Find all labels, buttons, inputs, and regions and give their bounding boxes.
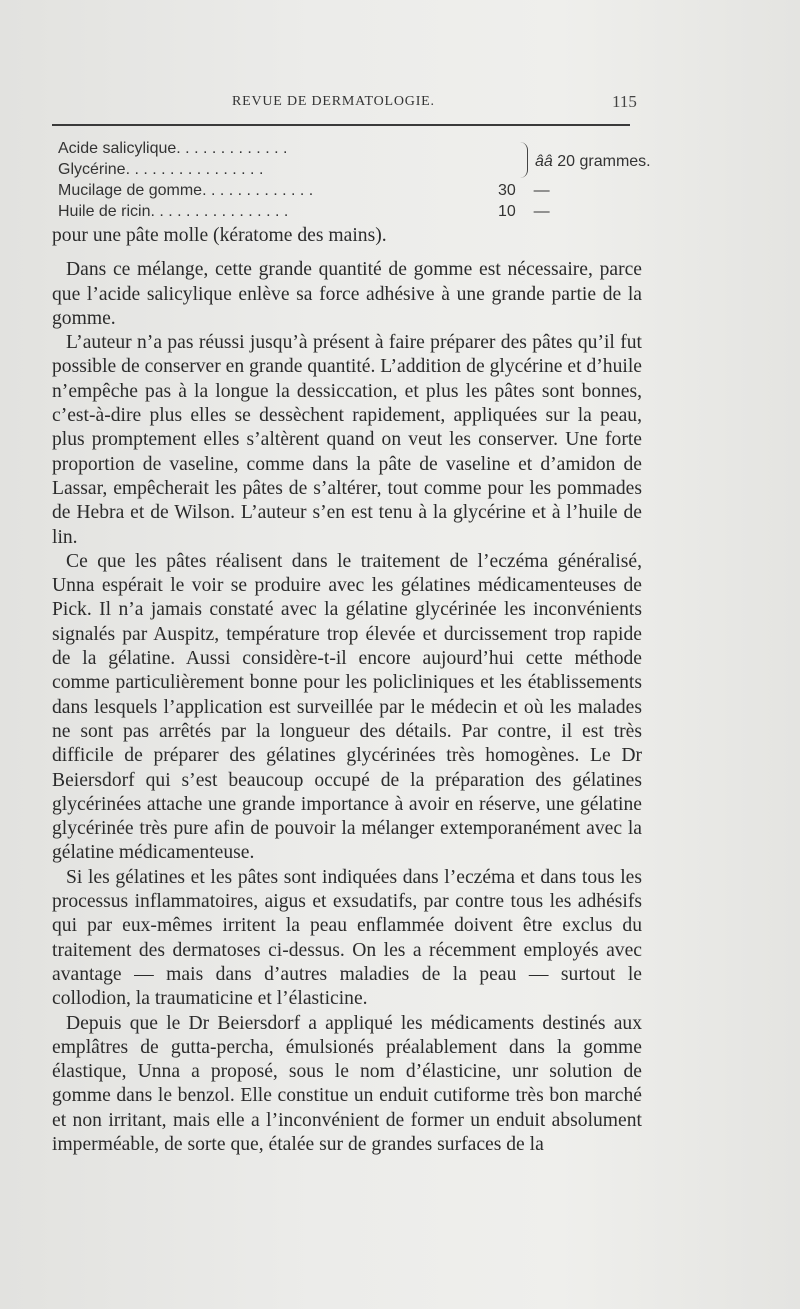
ingredient-quantity: 10 — (498, 203, 550, 220)
brace-label-amount: 20 grammes. (552, 153, 651, 170)
brace-icon (517, 142, 528, 178)
leader-dots: . . . . . . . . . . . . . . . . (125, 161, 264, 178)
ingredient-name: Mucilage de gomme (58, 182, 203, 199)
page-number: 115 (612, 92, 637, 111)
ingredient-name: Huile de ricin (58, 203, 151, 220)
journal-title: REVUE DE DERMATOLOGIE. (232, 94, 435, 109)
header-rule (52, 124, 630, 126)
leader-dots: . . . . . . . . . . . . . . . . (150, 203, 289, 220)
leader-dots: . . . . . . . . . . . . . (176, 140, 288, 157)
paragraph: L’auteur n’a pas réussi jusqu’à présent à faire préparer des pâtes qu’il fut possible de conserver en grande quantité. L’addition de glycérine et d’huile n’empêche pas à la longue la dessiccation, et plus les pâtes sont bonnes, c’est-à-dire plus elles se dessèchent rapidement, appliquées sur la peau, plus promptement elles s’altèrent quand on veut les conserver. Une forte proportion de vaseline, comme dans la pâte de vaseline et d’amidon de Lassar, empêcherait les pâtes de s’altérer, tout comme pour les pommades de Hebra et de Wilson. L’auteur s’en est tenu à la glycérine et à l’huile de lin. (52, 332, 642, 548)
brace-quantity (535, 153, 651, 171)
recipe-row (58, 203, 638, 224)
ingredient-name: Glycérine (58, 161, 126, 178)
running-header (0, 94, 800, 114)
paragraph: pour une pâte molle (kératome des mains). (52, 225, 387, 246)
leader-dots: . . . . . . . . . . . . . (202, 182, 314, 199)
paragraph: Ce que les pâtes réalisent dans le traitement de l’eczéma généralisé, Unna espérait le voir se produire avec les gélatines médicamenteuses de Pick. Il n’a jamais constaté avec la gélatine glycérinée les inconvénients signalés par Auspitz, température trop élevée et durcissement trop rapide de la gélatine. Aussi considère-t-il encore aujourd’hui cette méthode comme particulièrement bonne pour les policliniques et les établissements dans lesquels l’application est surveillée par le médecin et où les malades ne sont pas arrêtés par la longueur des détails. Par contre, il est très difficile de préparer des gélatines glycérinées très homogènes. Le Dr Beiersdorf qui s’est beaucoup occupé de la préparation des gélatines glycérinées attache une grande importance à avoir en réserve, une gélatine glycérinée très pure afin de pouvoir la mélanger extemporanément avec la gélatine médicamenteuse. (52, 550, 642, 864)
paragraph: Dans ce mélange, cette grande quantité de gomme est nécessaire, parce que l’acide salicylique enlève sa force adhésive à une grande partie de la gomme. (52, 259, 642, 329)
recipe-table (58, 140, 651, 224)
ingredient-name: Acide salicylique (58, 140, 177, 157)
body-text (52, 224, 642, 1157)
paragraph: Depuis que le Dr Beiersdorf a appliqué les médicaments destinés aux emplâtres de gutta-percha, émulsionés préalablement dans la gomme élastique, Unna a proposé, sous le nom d’élasticine, unr solution de gomme dans le benzol. Elle constitue un enduit cutiforme très bon marché et non irritant, mais elle a l’inconvénient de former un enduit absolument imperméable, de sorte que, étalée sur de grandes surfaces de la (52, 1012, 642, 1155)
ingredient-quantity: 30 — (498, 182, 550, 199)
paragraph: Si les gélatines et les pâtes sont indiquées dans l’eczéma et dans tous les processus inflammatoires, aigus et exsudatifs, par contre tous les adhésifs qui par eux-mêmes irritent la peau enflammée doivent être exclus du traitement des dermatoses ci-dessus. On les a récemment employés avec avantage — mais dans d’autres maladies de la peau — surtout le collodion, la traumaticine et l’élasticine. (52, 866, 642, 1010)
recipe-row (58, 182, 638, 203)
brace-label-abbrev: ââ (535, 153, 553, 170)
